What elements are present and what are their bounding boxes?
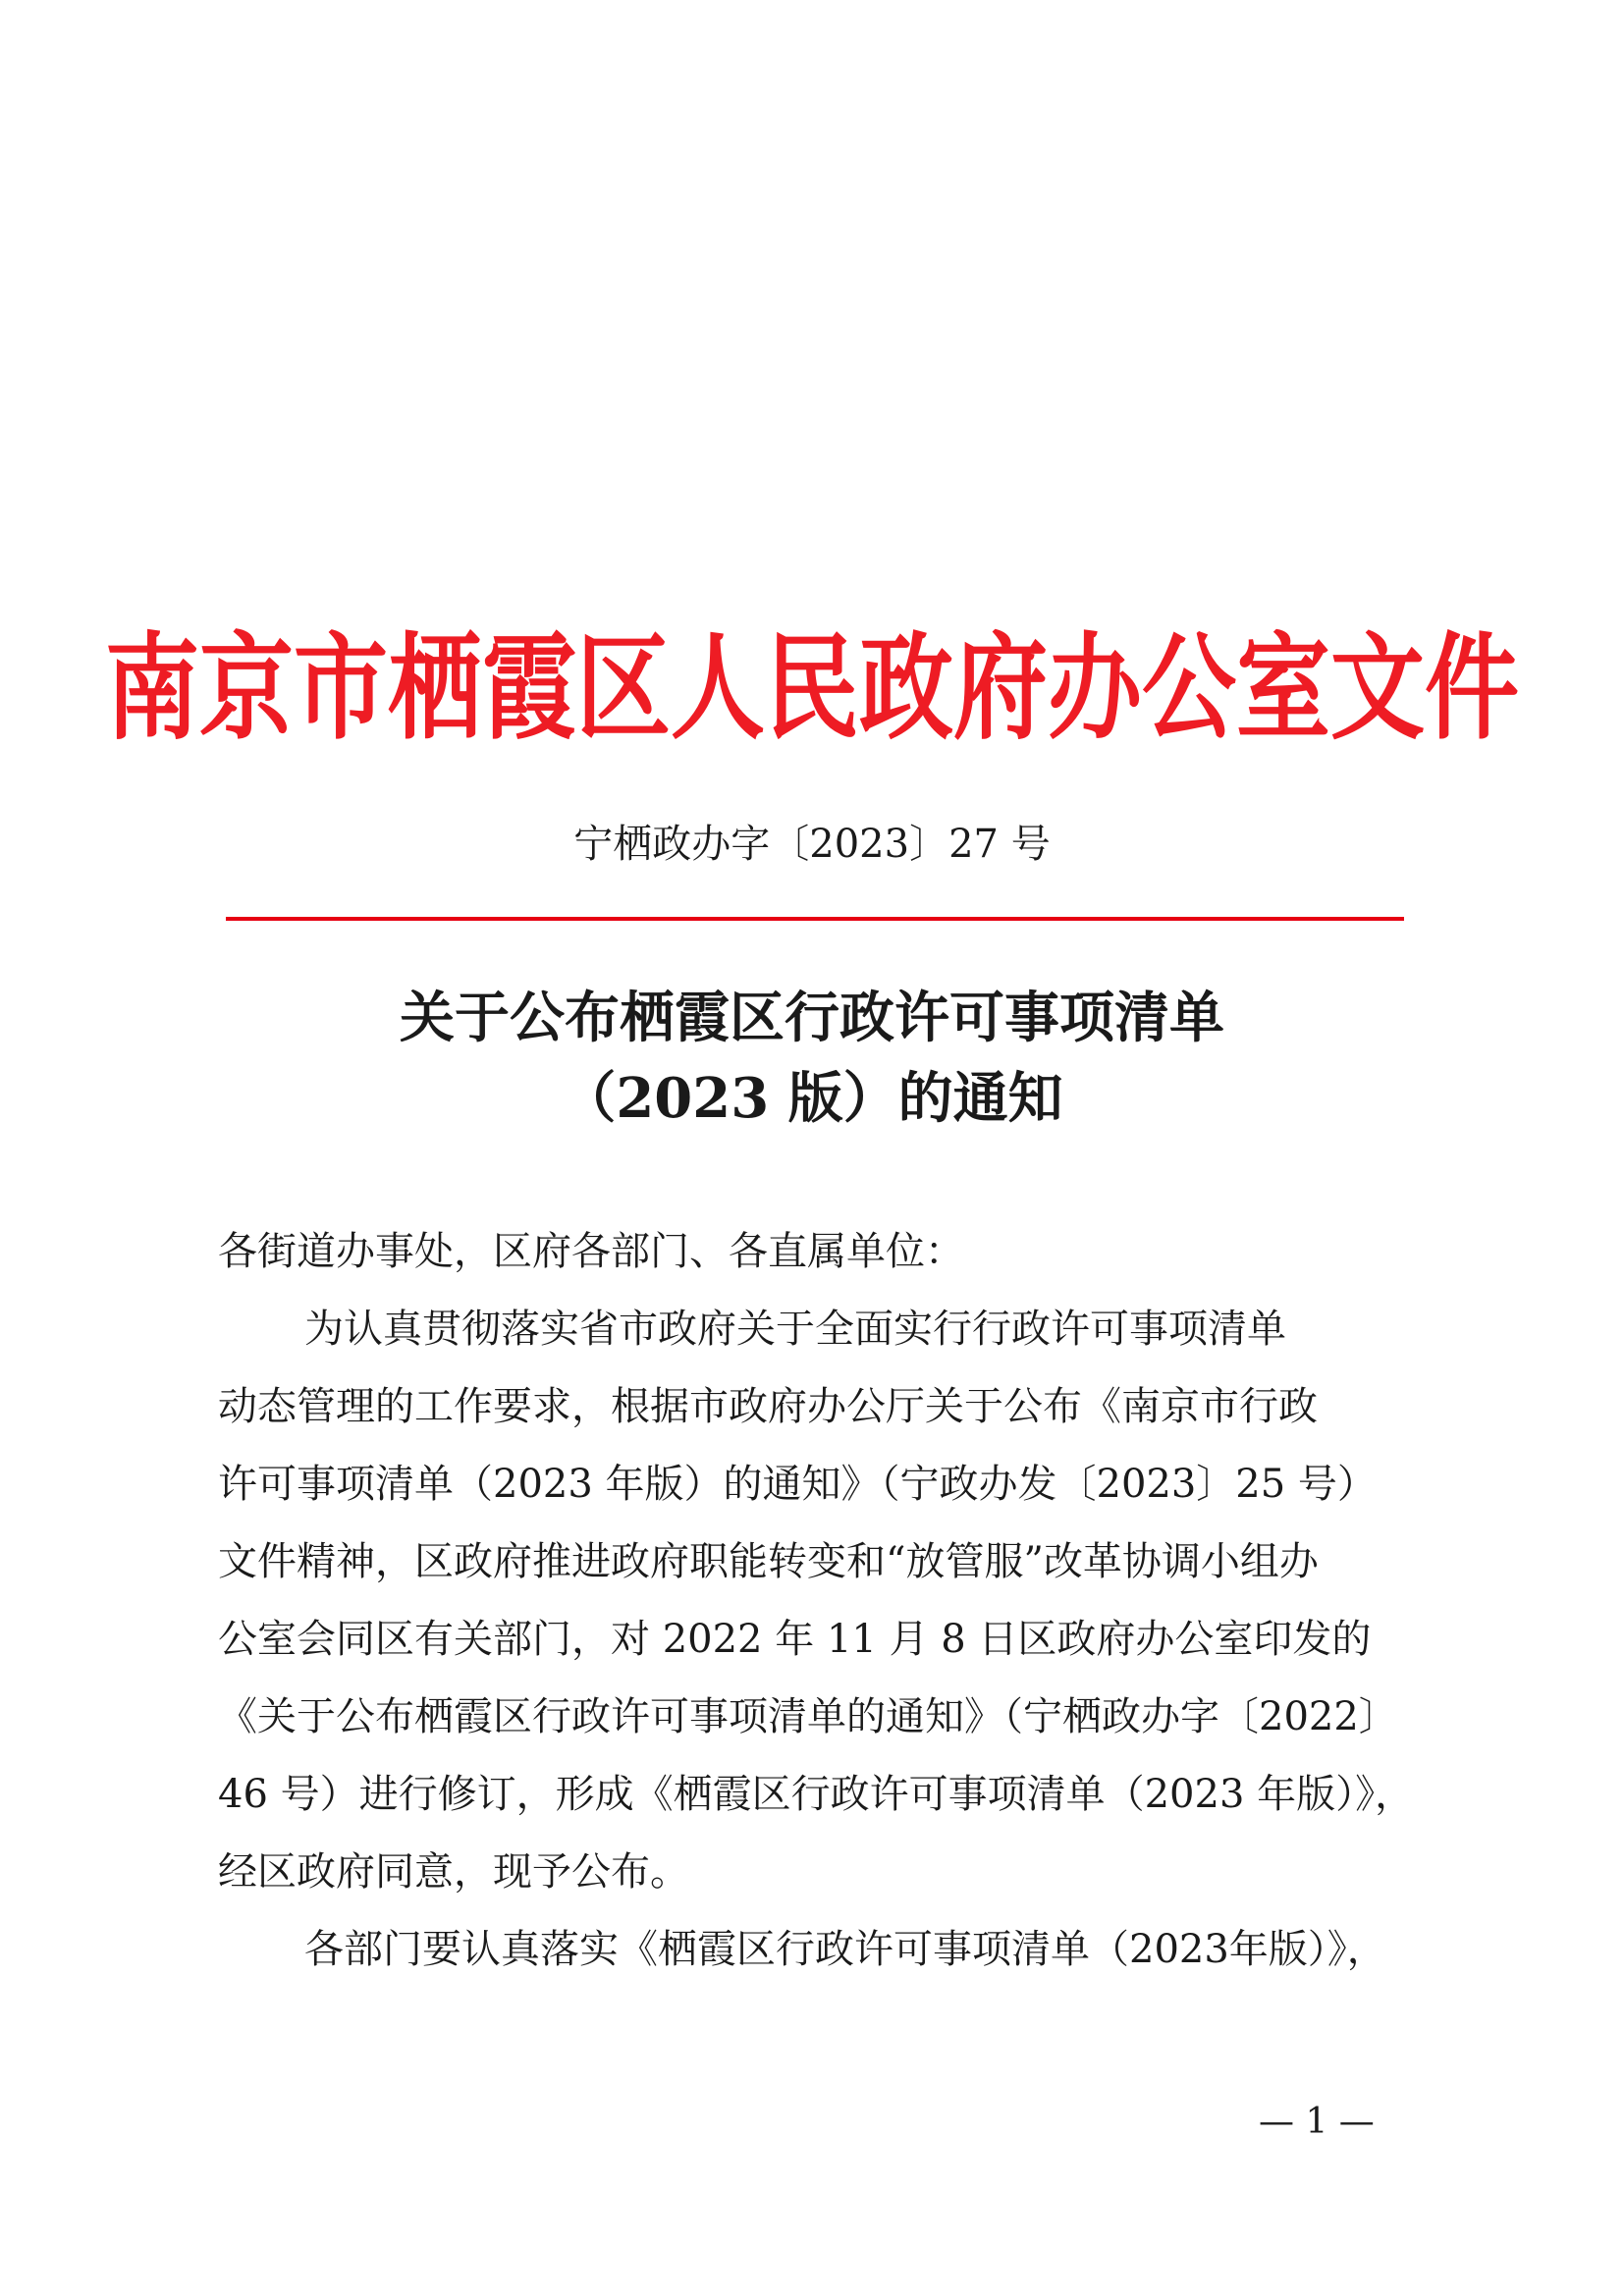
- subject-line-1: 关于公布栖霞区行政许可事项清单: [400, 986, 1224, 1050]
- paragraph-line: 为认真贯彻落实省市政府关于全面实行行政许可事项清单: [304, 1307, 1286, 1352]
- paragraph-2: [218, 1911, 1435, 1989]
- document-body: [218, 1213, 1435, 1989]
- paragraph-line: 公室会同区有关部门，对 2022 年 11 月 8 日区政府办公室印发的: [218, 1617, 1372, 1662]
- paragraph-1: [218, 1291, 1435, 1911]
- subject-line-2: （2023 版）的通知: [561, 1066, 1063, 1131]
- paragraph-line: 动态管理的工作要求，根据市政府办公厅关于公布《南京市行政: [218, 1384, 1318, 1429]
- paragraph-line: 各部门要认真落实《栖霞区行政许可事项清单（2023年版）》，: [304, 1927, 1386, 1972]
- page-number: — 1 —: [1259, 2102, 1375, 2142]
- paragraph-line: 文件精神，区政府推进政府职能转变和“放管服”改革协调小组办: [218, 1539, 1319, 1584]
- paragraph-line: 《关于公布栖霞区行政许可事项清单的通知》（宁栖政办字〔2022〕: [218, 1694, 1398, 1739]
- paragraph-line: 许可事项清单（2023 年版）的通知》（宁政办发〔2023〕25 号）: [218, 1462, 1377, 1507]
- paragraph-line: 46 号）进行修订，形成《栖霞区行政许可事项清单（2023 年版）》，: [218, 1772, 1415, 1817]
- document-subject: [0, 978, 1624, 1139]
- salutation: 各街道办事处，区府各部门、各直属单位：: [218, 1229, 964, 1274]
- document-number: 宁栖政办字〔2023〕27 号: [573, 822, 1051, 867]
- issuing-authority-header: 南京市栖霞区人民政府办公室文件: [105, 619, 1519, 756]
- paragraph-line: 经区政府同意，现予公布。: [218, 1849, 689, 1895]
- red-separator-line: [226, 917, 1404, 921]
